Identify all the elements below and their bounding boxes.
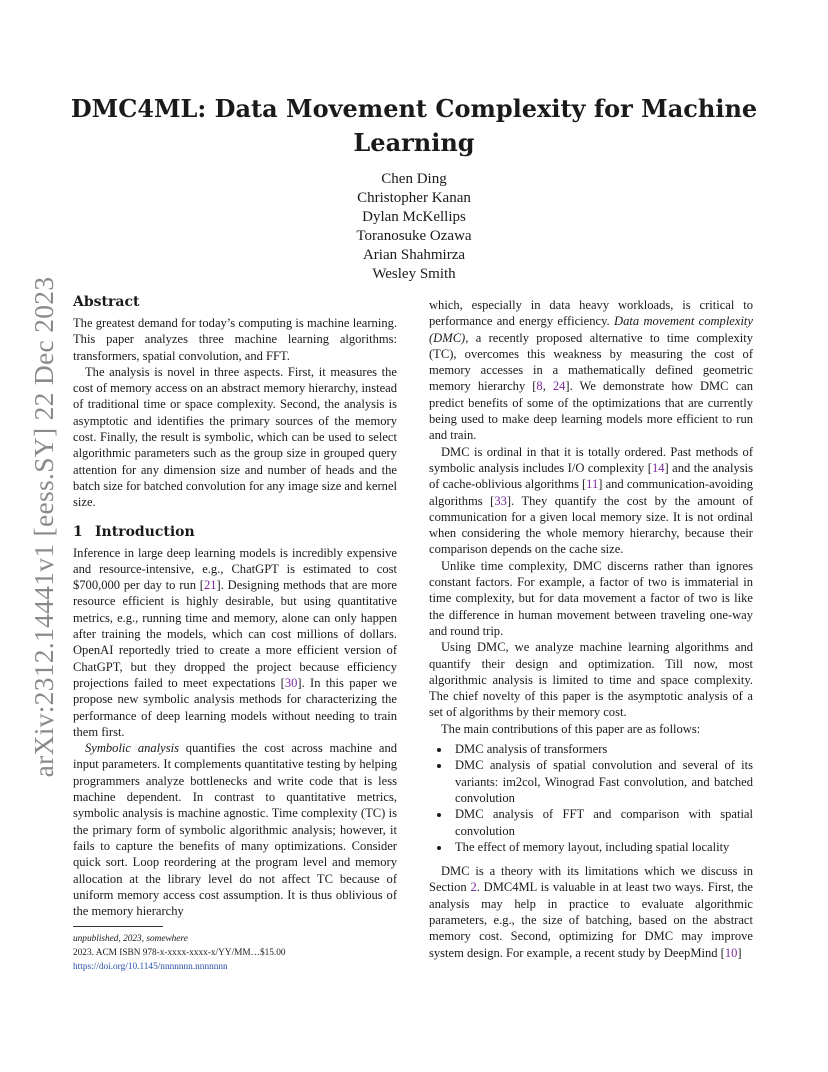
intro-paragraph: DMC is a theory with its limitations which we discuss in Section 2. DMC4ML is valuable in at least two ways. First, the analysis may help in practice to evaluate algorithmic parameters, e.g., the size of batching, based on the abstract memory cost. Second, optimizing for DMC may improve system design. For example, a recent study by DeepMind [10] xyxy=(429,864,753,960)
footnote xyxy=(73,926,397,974)
arxiv-identifier-text: arXiv:2312.14441v1 [eess.SY] 22 Dec 2023 xyxy=(28,276,59,778)
author-name: Arian Shahmirza xyxy=(362,247,466,264)
left-column xyxy=(73,293,397,919)
emphasis-term: Data movement complexity (DMC) xyxy=(429,314,753,345)
author-name: Wesley Smith xyxy=(372,266,456,283)
arxiv-identifier xyxy=(24,278,64,776)
section-number: 1 xyxy=(73,523,83,540)
author-name: Christopher Kanan xyxy=(357,190,471,207)
venue-note: unpublished, 2023, somewhere xyxy=(73,934,188,944)
author-list xyxy=(200,170,628,285)
abstract-heading: Abstract xyxy=(73,294,140,310)
section-link[interactable]: 2 xyxy=(470,880,477,895)
author-name: Toranosuke Ozawa xyxy=(356,228,472,245)
intro-paragraph: Unlike time complexity, DMC discerns rather than ignores constant factors. For example, a factor of two is immaterial in time complexity, but for data movement a factor of two is like the difference in human movement between traveling one-way and round trip. xyxy=(429,558,753,638)
citation-link[interactable]: 33 xyxy=(494,493,507,508)
isbn-note: 2023. ACM ISBN 978-x-xxxx-xxxx-x/YY/MM…$15.00 xyxy=(73,948,286,958)
introduction-heading xyxy=(73,523,397,541)
intro-paragraph: Using DMC, we analyze machine learning algorithms and quantify their design and optimization. Till now, most algorithmic analysis is limited to time and space complexity. The chief novelty of this paper is the asymptotic analysis of a set of algorithms by their memory cost. xyxy=(429,640,753,720)
abstract-paragraph: The greatest demand for today’s computing is machine learning. This paper analyzes three machine learning algorithms: transformers, spatial convolution, and FFT. xyxy=(73,316,397,363)
list-item: • DMC analysis of spatial convolution and several of its variants: im2col, Winograd Fast convolution, and batched convolution xyxy=(451,757,753,806)
abstract-paragraph: The analysis is novel in three aspects. First, it measures the cost of memory access on an abstract memory hierarchy, instead of traditional time or space complexity. Second, the analysis is asymptotic and identifies the primary sources of the memory cost. Finally, the result is symbolic, which can be used to select algorithmic parameters such as the group size in grouped query attention for any dimension size and number of heads and the batch size for batched convolution for any image size and kernel size. xyxy=(73,364,398,510)
citation-link[interactable]: 14 xyxy=(651,460,665,475)
intro-paragraph: The main contributions of this paper are as follows: xyxy=(441,721,701,736)
citation-link[interactable]: 24 xyxy=(552,379,566,394)
section-title: Introduction xyxy=(95,523,195,540)
footnote-rule xyxy=(73,926,163,927)
author-name: Dylan McKellips xyxy=(362,209,466,226)
contribution-list xyxy=(429,741,753,855)
emphasis-term: Symbolic analysis xyxy=(85,741,179,756)
intro-paragraph: which, especially in data heavy workloads, is critical to performance and energy efficiency. Data movement complexity (DMC), a recently proposed alternative to time complexity (TC), overcomes this weakness by measuring the cost of memory accesses in a mathematically defined geometric memory hierarchy [8, 24]. We demonstrate how DMC can predict benefits of some of the optimizations that are currently being used to make deep learning models more efficient to run and train. xyxy=(429,298,753,443)
intro-paragraph: Symbolic analysis quantifies the cost across machine and input parameters. It complements quantitative testing by helping programmers analyze bottlenecks and write code that is less machine dependent. In contrast to quantitative metrics, symbolic analysis is machine agnostic. Time complexity (TC) is the primary form of symbolic algorithmic analysis; however, it fails to capture the benefits of many optimizations. Consider quick sort. Loop reordering at the program level and memory allocation at the library level do not affect TC because of uniform memory access cost assumption. It is thus oblivious of the memory hierarchy xyxy=(73,741,397,919)
author-name: Chen Ding xyxy=(381,171,447,187)
list-item: • The effect of memory layout, including spatial locality xyxy=(451,839,753,855)
intro-paragraph: DMC is ordinal in that it is totally ordered. Past methods of symbolic analysis includes I/O complexity [14] and the analysis of cache-oblivious algorithms [11] and communication-avoiding algorithms [33]. They quantify the cost by the amount of communication for a given local memory size. It is not ordinal when considering the whole memory hierarchy, because their comparison depends on the cache size. xyxy=(429,444,753,557)
citation-link[interactable]: 8 xyxy=(536,379,543,394)
citation-link[interactable]: 10 xyxy=(724,945,738,960)
doi-link[interactable]: https://doi.org/10.1145/nnnnnnn.nnnnnnn xyxy=(73,962,228,972)
intro-paragraph: Inference in large deep learning models is incredibly expensive and resource-intensive, e.g., ChatGPT is estimated to cost $700,000 per day to run [21]. Designing methods that are more resource efficient is highly desirable, but using quantitative metrics, e.g., running time and memory, alone can only happen after training the models, which can cost millions of dollars. OpenAI reportedly tried to create a more efficient version of ChatGPT, but they dropped the project because efficiency projections failed to meet expectations [30]. In this paper we propose new symbolic analysis methods for characterizing the performance of deep learning models without needing to train them first. xyxy=(73,545,398,739)
citation-link[interactable]: 11 xyxy=(586,477,599,492)
paper-title: DMC4ML: Data Movement Complexity for Machine Learning xyxy=(70,94,758,157)
citation-link[interactable]: 21 xyxy=(203,578,217,593)
right-column xyxy=(429,297,753,961)
list-item: • DMC analysis of transformers xyxy=(451,741,753,757)
citation-link[interactable]: 30 xyxy=(284,675,298,690)
list-item: • DMC analysis of FFT and comparison with spatial convolution xyxy=(451,806,753,839)
